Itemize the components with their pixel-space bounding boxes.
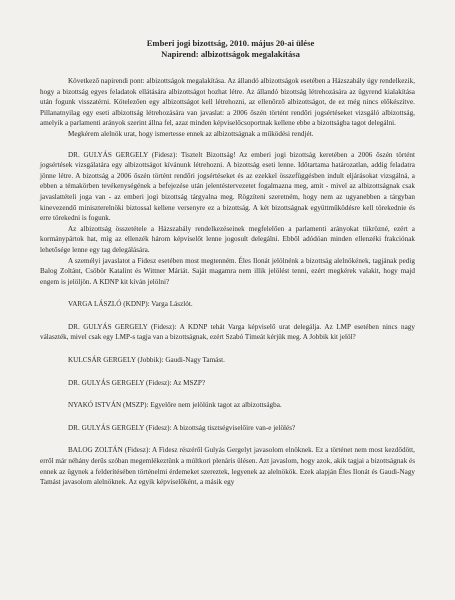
document-title: Emberi jogi bizottság, 2010. május 20-ai ülése xyxy=(146,38,315,48)
paragraph-balog: BALOG ZOLTÁN (Fidesz): A Fidesz részéről Gulyás Gergelyt javasolom elnöknek. Ez a történet nem most kezdődött, erről már néhány derűs szóban megemlékeztünk a múltkori plenáris ülésen. Azt javaslom, hogy azok, akik tagjai a bizottságnak és ennek az ügynek a felderítésében történelmi érdemeket szereztek, legyenek az alelnökök. Ezek alapján Éles Ilonát és Gaudi-Nagy Tamást javasolom alelnöknek. Az egyik képviselőként, a másik egy xyxy=(40,446,415,487)
paragraph-varga: VARGA LÁSZLÓ (KDNP): Varga Lászlót. xyxy=(68,300,193,309)
paragraph-request: Megkérem alelnök urat, hogy ismertesse ennek az albizottságnak a működési rendjét. xyxy=(68,129,314,138)
paragraph-agenda-intro: Következő napirendi pont: albizottságok megalakítása. Az állandó albizottságok esetében a Házszabály úgy rendelkezik, hogy a bizottság egyes feladatok ellátására albizottságot hozhat létre. Az állandó bizottság létrehozására az ügyrend kialakítása után fogunk visszatérni. Kötelezően egy albizottságot kell létrehozni, az ellenőrző albizottságot, de ez még nincs előkészítve. Pillanatnyilag egy eseti albizottság létrehozására van javaslat: a 2006 őszén történt rendőri jogsértéseket vizsgáló albizottság, amelyik a parlamenti arányok szerint állna fel, azaz minden képviselőcsoportnak kellene ebbe a bizottságba tagot delegálni. xyxy=(40,77,415,128)
paragraph-gulyas-3: DR. GULYÁS GERGELY (Fidesz): Az MSZP? xyxy=(68,378,206,387)
document-body xyxy=(40,76,415,488)
paragraph-kulcsar: KULCSÁR GERGELY (Jobbik): Gaudi-Nagy Tamást. xyxy=(68,356,225,365)
paragraph-gulyas-4: DR. GULYÁS GERGELY (Fidesz): A bizottság tisztségviselőire van-e jelölés? xyxy=(68,423,296,432)
paragraph-gulyas-1: DR. GULYÁS GERGELY (Fidesz): Tisztelt Bizottság! Az emberi jogi bizottság keretében a 2006 őszén történt jogsértések vizsgálatára egy albizottságot kívánunk létrehozni. A bizottság eseti lenne. Időtartama határozatlan, addig feladatra jönne létre. A bizottság a 2006 őszén történt rendőri jogsértéseket és az ezekkel összefüggésben indult eljárásokat vizsgálná, a ebben a témakörben tevékenységének a befejezése után jelentéstervezetet fogalmazna meg, amit - mivel az albizottságnak csak javaslattételi joga van - az emberi jogi bizottság tárgyalna meg. Rögzíteni szeretném, hogy nem az ugyanebben a tárgyban kinevezendő miniszterelnöki biztossal kellene versenyre ez a bizottság. A két bizottságnak együttműködésre kell törekednie és erre törekedni is fogunk. xyxy=(40,150,415,223)
agenda-title: Napirend: albizottságok megalakítása xyxy=(161,49,300,59)
paragraph-composition: Az albizottság összetétele a Házszabály rendelkezéseinek megfelelően a parlamenti arányokat tükrözné, ezért a kormánypártok hat, míg az ellenzék három képviselőt lenne jogosult delegálni. Ebből adódóan minden ellenzéki frakciónak lehetősége lenne egy tag delegálására. xyxy=(40,224,415,254)
document-header xyxy=(46,38,415,60)
paragraph-gulyas-2: DR. GULYÁS GERGELY (Fidesz): A KDNP tehát Varga képviselő urat delegálja. Az LMP esetében nincs nagy választék, mivel csak egy LMP-s tagja van a bizottságnak, ezért Szabó Tímeát kérjük meg. A Jobbik kit jelöl? xyxy=(40,322,415,342)
paragraph-nominations: A személyi javaslatot a Fidesz esetében most megtenném. Éles Ilonát jelölnénk a bizottság alelnökének, tagjának pedig Balog Zoltánt, Csöbör Katalint és Wittner Máriát. Saját magamra nem illik jelölést tenni, ezért megkérek valakit, hogy majd engem is jelöljön. A KDNP kit kíván jelölni? xyxy=(40,256,415,286)
paragraph-nyako: NYAKÓ ISTVÁN (MSZP): Egyelőre nem jelölünk tagot az albizottságba. xyxy=(68,401,282,410)
